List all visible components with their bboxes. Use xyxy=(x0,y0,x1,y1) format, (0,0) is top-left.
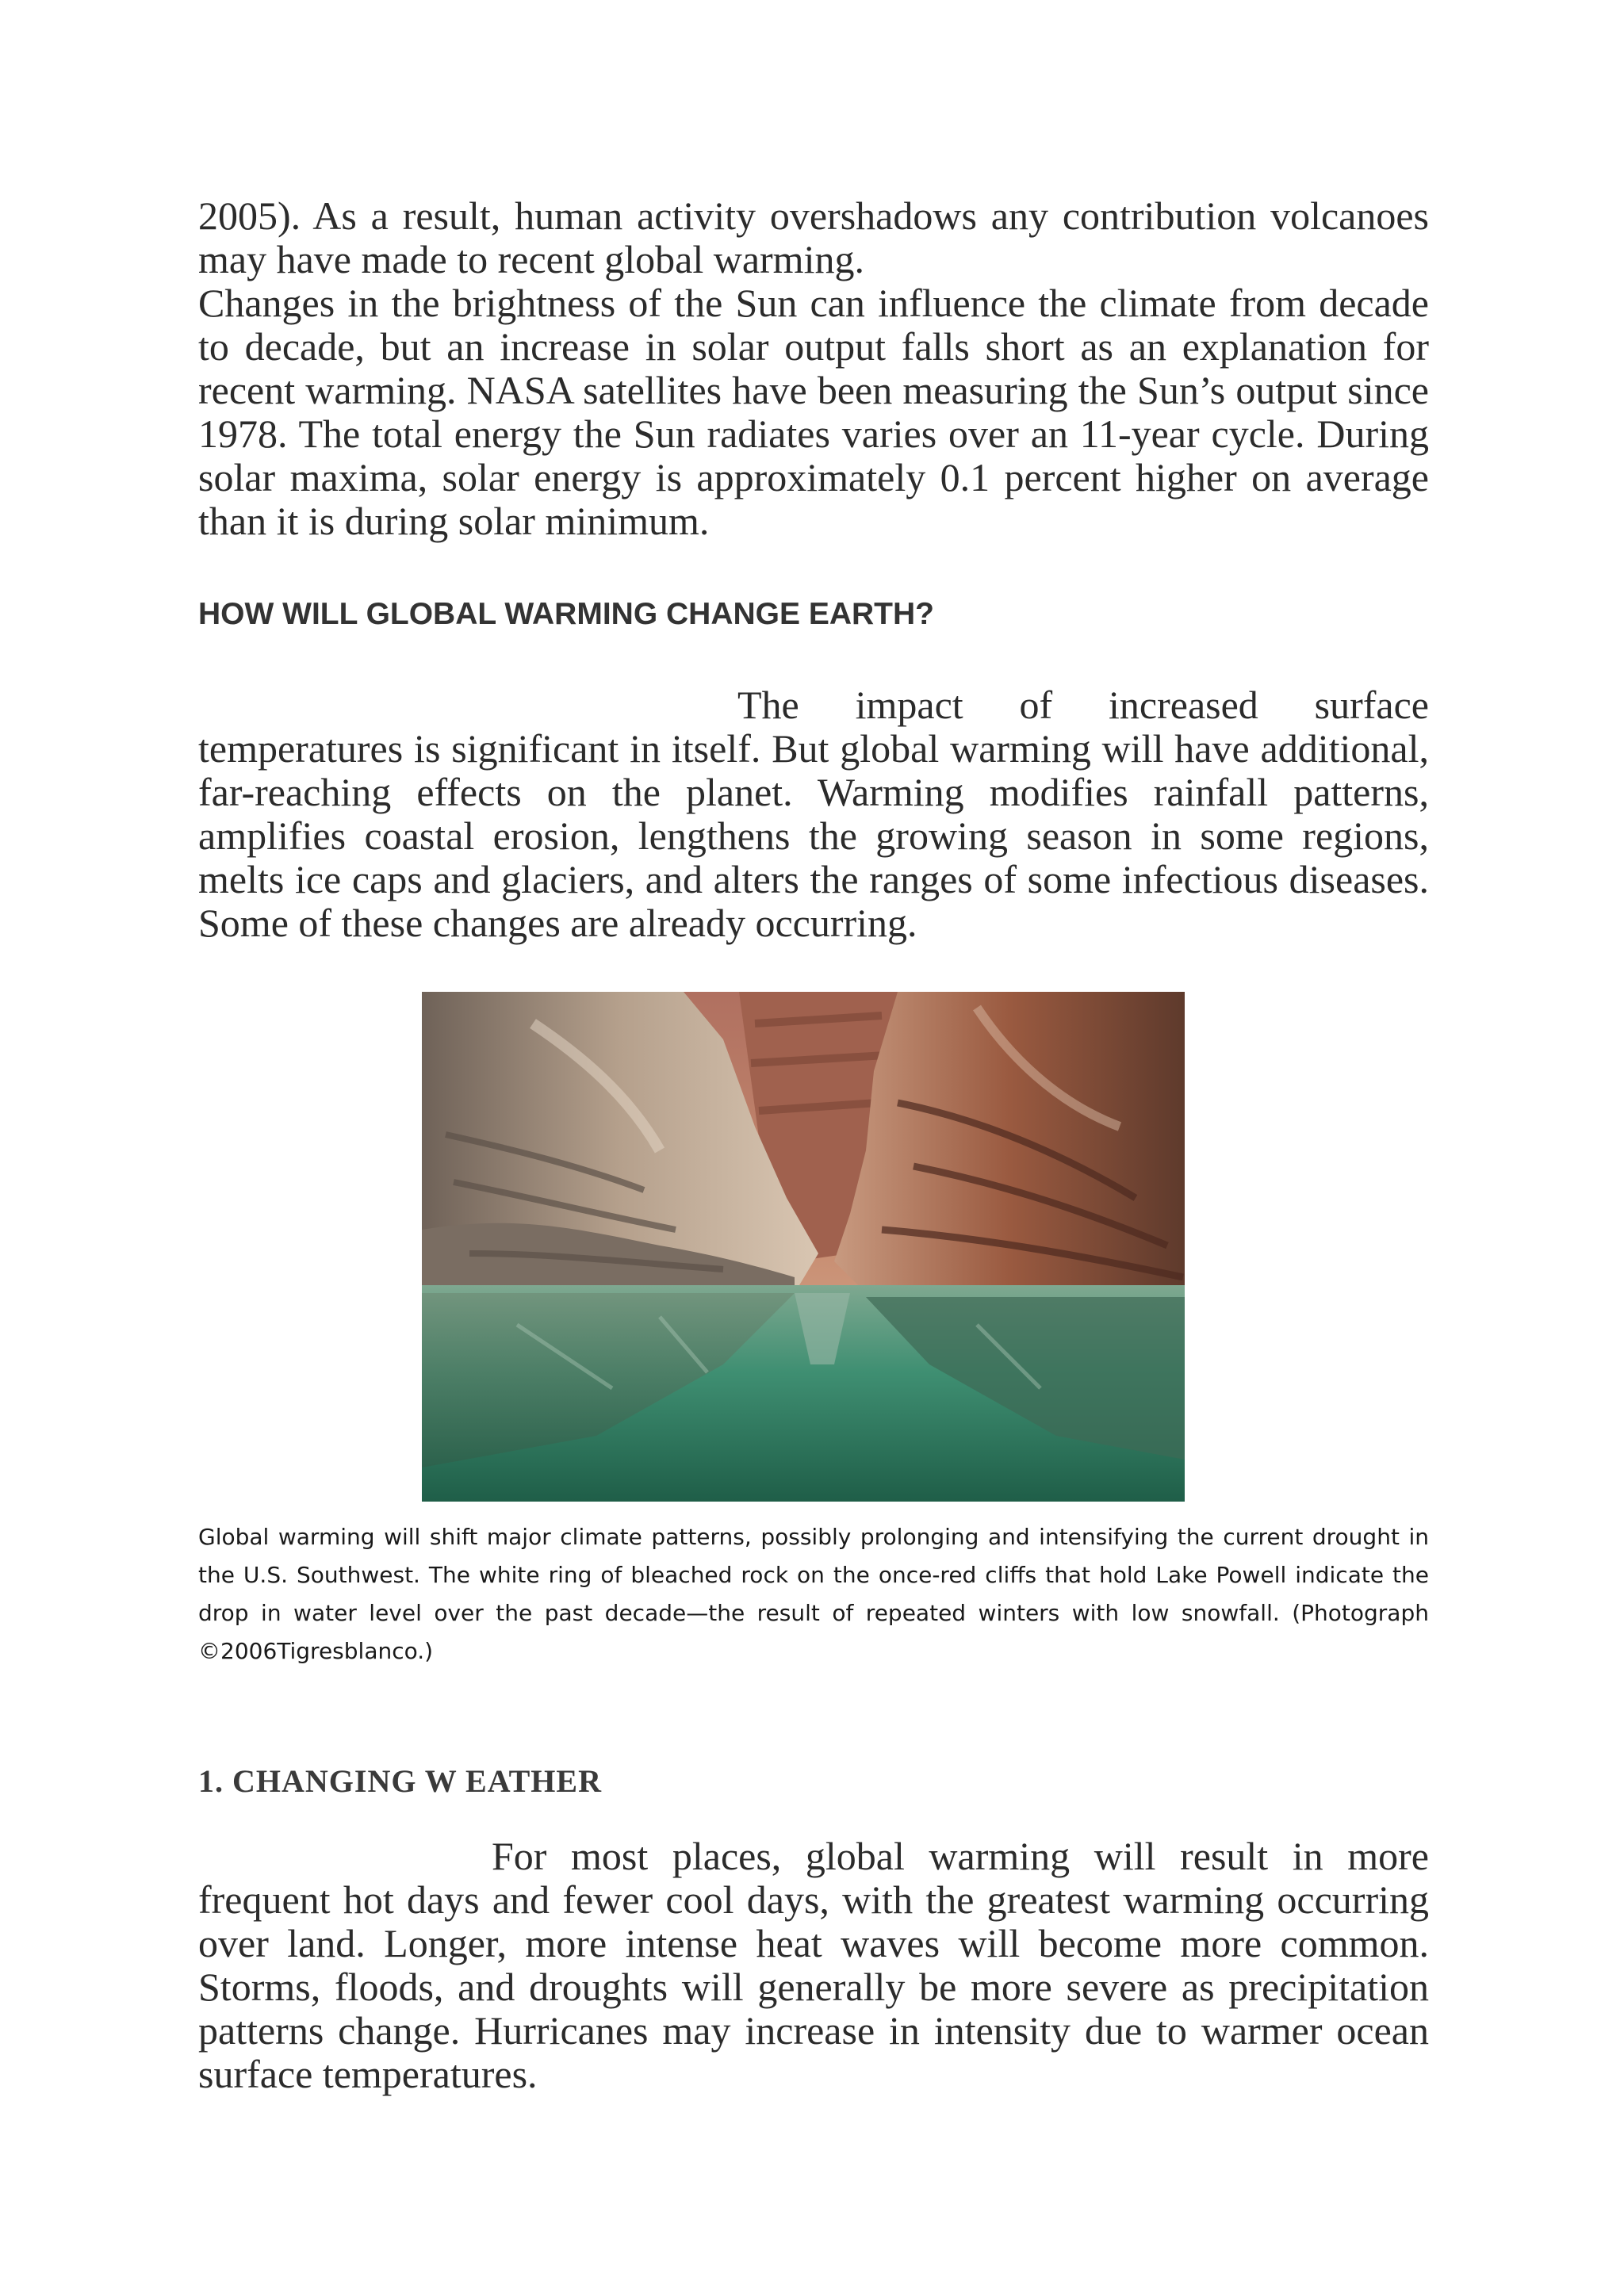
paragraph-weather-text: For most places, global warming will result in more frequent hot days and fewer cool days, with the greatest warming occurring over land. Longer, more intense heat waves will become more common. Storms, floods, and droughts will generally be more severe as precipitation patterns change. Hurricanes may increase in intensity due to warmer ocean surface temperatures. xyxy=(198,1834,1429,2096)
lake-powell-canyon-photo xyxy=(422,992,1185,1502)
heading-changing-weather: 1. CHANGING W EATHER xyxy=(198,1763,602,1799)
heading-change-earth: HOW WILL GLOBAL WARMING CHANGE EARTH? xyxy=(198,597,934,631)
paragraph-impact-text: The impact of increased surface temperatures is significant in itself. But global warming will have additional, far-reaching effects on the planet. Warming modifies rainfall patterns, amplifies coastal erosion, lengthens the growing season in some regions, melts ice caps and glaciers, and alters the ranges of some infectious diseases. Some of these changes are already occurring. xyxy=(198,683,1429,945)
figure-caption: Global warming will shift major climate patterns, possibly prolonging and intensifying the current drought in the U.S. Southwest. The white ring of bleached rock on the once-red cliffs that hold Lake Powell indicate the drop in water level over the past decade—the result of repeated winters with low snowfall. (Photograph ©2006Tigresblanco.) xyxy=(198,1524,1429,1664)
paragraph-changing-weather xyxy=(198,1835,1429,2096)
paragraph-solar-output: Changes in the brightness of the Sun can influence the climate from decade to decade, but an increase in solar output falls short as an explanation for recent warming. NASA satellites have been measuring the Sun’s output since 1978. The total energy the Sun radiates varies over an 11-year cycle. During solar maxima, solar energy is approximately 0.1 percent higher on average than it is during solar minimum. xyxy=(198,281,1429,543)
paragraph-impact xyxy=(198,683,1429,945)
paragraph-volcano-conclusion: 2005). As a result, human activity overshadows any contribution volcanoes may have made to recent global warming. xyxy=(198,193,1429,281)
